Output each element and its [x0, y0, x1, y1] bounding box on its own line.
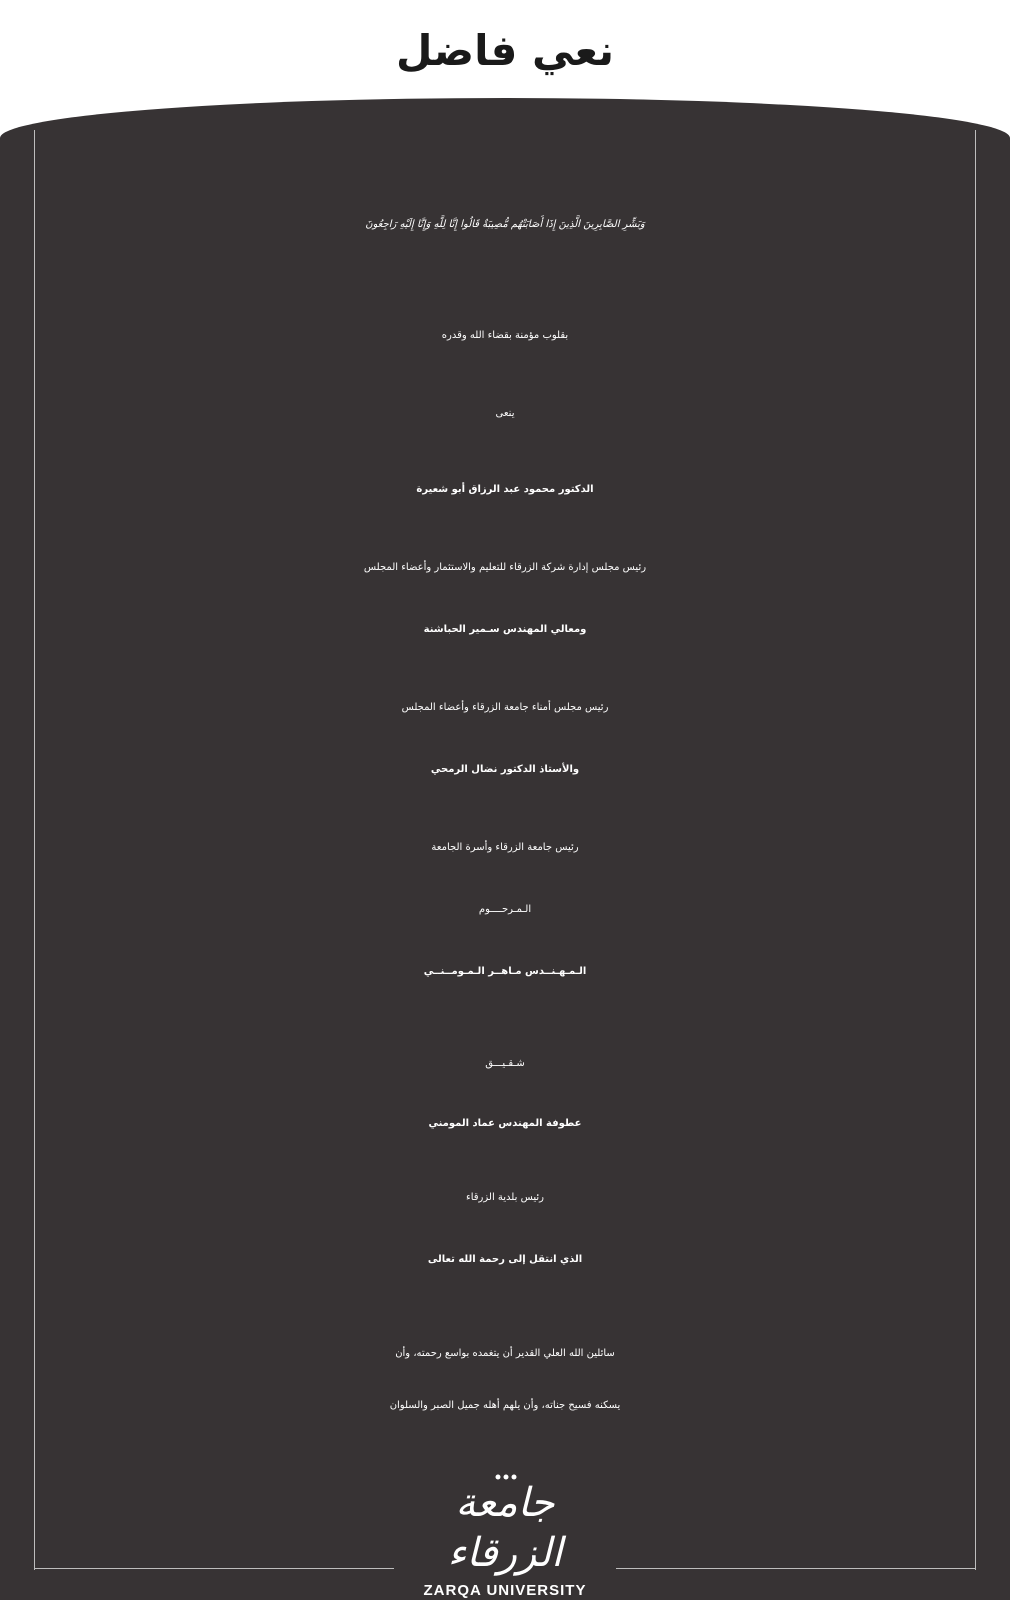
prayer-line-2: يسكنه فسيح جناته، وأن يلهم أهله جميل الصبر والسلوان	[389, 1400, 621, 1411]
person3-name: والأستاذ الدكتور نضال الرمحي	[430, 764, 580, 775]
frame-bottom-right-line	[616, 1568, 976, 1569]
brother-name: عطوفة المهندس عماد المومني	[428, 1118, 582, 1129]
page-title: نعي فاضل	[396, 26, 614, 75]
deceased-name: الـمـهـنــدس مـاهــر الـمـومــنــي	[423, 966, 587, 977]
logo-arabic-text: جامعة الزرقاء	[447, 1480, 563, 1576]
intro-text: بقلوب مؤمنة بقضاء الله وقدره	[441, 330, 569, 341]
logo-english-text: ZARQA UNIVERSITY	[423, 1582, 587, 1599]
prayer-line-1: سائلين الله العلي القدير أن يتغمده بواسع رحمته، وأن	[395, 1348, 615, 1359]
brother-label: شـقـيـــق	[485, 1058, 525, 1069]
university-logo	[400, 1478, 610, 1599]
announces-text: ينعى	[495, 408, 515, 419]
person3-title: رئيس جامعة الزرقاء وأسرة الجامعة	[431, 842, 579, 853]
brother-title: رئيس بلدية الزرقاء	[466, 1192, 544, 1203]
logo-ornament-icon	[486, 1472, 526, 1482]
person2-title: رئيس مجلس أمناء جامعة الزرقاء وأعضاء المجلس	[401, 702, 609, 713]
person1-title: رئيس مجلس إدارة شركة الزرقاء للتعليم والاستثمار وأعضاء المجلس	[363, 562, 647, 573]
frame-bottom-left-line	[34, 1568, 394, 1569]
person2-name: ومعالي المهندس سـمير الحباشنة	[423, 624, 587, 635]
person1-name: الدكتور محمود عبد الرزاق أبو شعيرة	[416, 484, 594, 495]
passed-away-text: الذي انتقل إلى رحمة الله تعالى	[427, 1254, 583, 1265]
quran-verse: وَبَشِّرِ الصَّابِرِينَ الَّذِينَ إِذَا أَصَابَتْهُم مُّصِيبَةٌ قَالُوا إِنَّا لِلَّهِ وَإِنَّا إِلَيْهِ رَاجِعُونَ	[365, 219, 645, 230]
deceased-label: الـمـرحــــوم	[478, 904, 532, 915]
